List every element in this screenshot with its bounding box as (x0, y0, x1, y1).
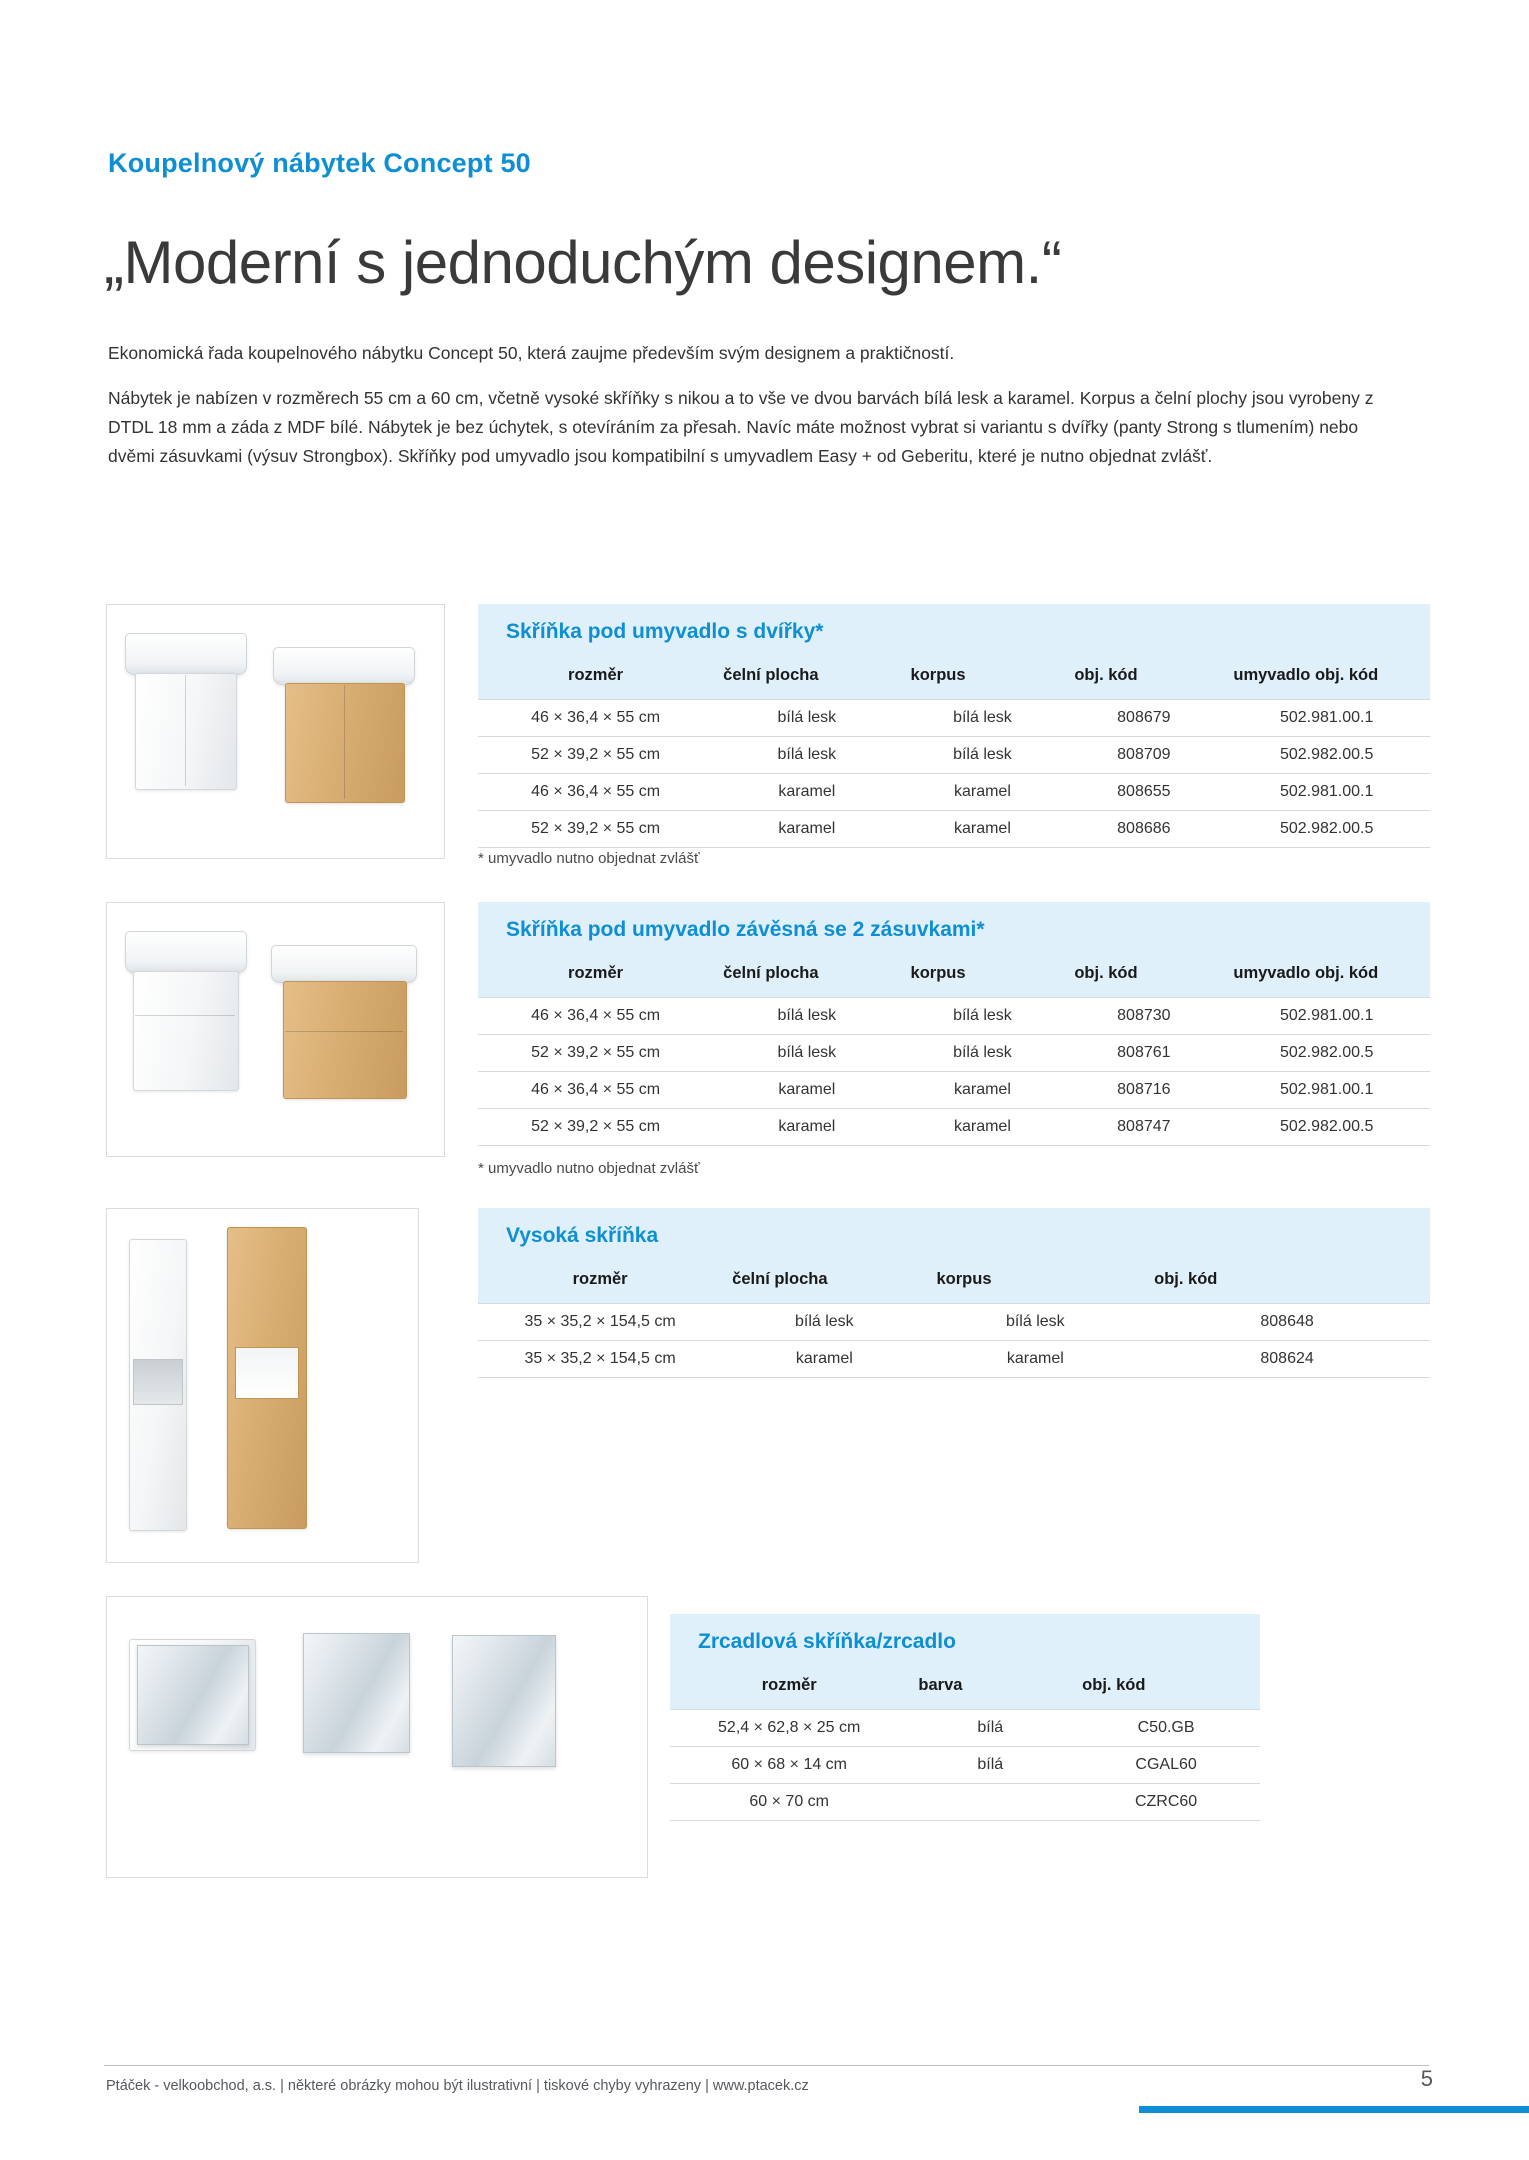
cell-rozmer: 35 × 35,2 × 154,5 cm (478, 1304, 722, 1341)
table-title: Zrcadlová skříňka/zrcadlo (670, 1614, 1260, 1668)
cell-kod: CZRC60 (1072, 1784, 1260, 1821)
table-row (478, 1304, 1430, 1341)
product-photo-tall (106, 1208, 419, 1563)
col-celni-plocha: čelní plocha (713, 956, 900, 998)
cell-celni: bílá lesk (713, 700, 900, 737)
cell-umyvadlo-kod: 502.982.00.5 (1223, 811, 1430, 848)
cell-rozmer: 52 × 39,2 × 55 cm (478, 1035, 713, 1072)
cell-rozmer: 46 × 36,4 × 55 cm (478, 998, 713, 1035)
table-row (478, 737, 1430, 774)
cell-rozmer: 52 × 39,2 × 55 cm (478, 737, 713, 774)
cell-korpus: karamel (901, 811, 1065, 848)
drawer-seam (135, 1015, 235, 1016)
product-photo-drawers (106, 902, 445, 1157)
cell-korpus: bílá lesk (901, 700, 1065, 737)
cell-korpus: bílá lesk (901, 998, 1065, 1035)
cell-rozmer: 52 × 39,2 × 55 cm (478, 811, 713, 848)
footer-accent-bar (1139, 2106, 1529, 2113)
cell-celni: bílá lesk (722, 1304, 926, 1341)
basin-white-icon (125, 633, 247, 675)
table-title: Skříňka pod umyvadlo závěsná se 2 zásuvkami* (478, 902, 1430, 956)
page-kicker: Koupelnový nábytek Concept 50 (108, 148, 531, 178)
table-zrcadlova-skrinka (670, 1614, 1260, 1821)
page-title: „Moderní s jednoduchým designem.“ (104, 229, 1062, 296)
table-row (478, 1109, 1430, 1146)
cell-celni: karamel (722, 1341, 926, 1378)
cell-kod: 808747 (1064, 1109, 1223, 1146)
col-umyvadlo-obj-kod: umyvadlo obj. kód (1223, 956, 1430, 998)
cell-kod: 808655 (1064, 774, 1223, 811)
col-obj-kod: obj. kód (1064, 956, 1223, 998)
cell-kod: 808716 (1064, 1072, 1223, 1109)
mirror-plain-icon (452, 1635, 556, 1767)
cell-celni: bílá lesk (713, 1035, 900, 1072)
table-row (478, 998, 1430, 1035)
cell-barva (908, 1784, 1072, 1821)
cell-umyvadlo-kod: 502.982.00.5 (1223, 737, 1430, 774)
product-photo-doors (106, 604, 445, 859)
cell-umyvadlo-kod: 502.982.00.5 (1223, 1035, 1430, 1072)
col-obj-kod: obj. kód (1144, 1262, 1430, 1304)
cabinet-white-drawers-icon (133, 971, 239, 1091)
col-korpus: korpus (901, 658, 1065, 700)
cabinet-door-seam (185, 675, 186, 786)
cell-kod: C50.GB (1072, 1710, 1260, 1747)
cabinet-wood-icon (285, 683, 405, 803)
footer-divider (104, 2065, 1429, 2066)
cell-korpus: karamel (901, 1109, 1065, 1146)
cell-kod: 808648 (1144, 1304, 1430, 1341)
cell-rozmer: 60 × 70 cm (670, 1784, 908, 1821)
table-note-drawers: * umyvadlo nutno objednat zvlášť (478, 1160, 700, 1177)
cell-rozmer: 35 × 35,2 × 154,5 cm (478, 1341, 722, 1378)
intro-text (108, 340, 1398, 489)
col-rozmer: rozměr (478, 658, 713, 700)
cell-rozmer: 60 × 68 × 14 cm (670, 1747, 908, 1784)
intro-lead: Ekonomická řada koupelnového nábytku Concept 50, která zaujme především svým designem a praktičností. (108, 343, 955, 363)
table-row (478, 774, 1430, 811)
table-row (478, 1072, 1430, 1109)
cell-rozmer: 52 × 39,2 × 55 cm (478, 1109, 713, 1146)
basin-white-icon (125, 931, 247, 973)
cell-umyvadlo-kod: 502.982.00.5 (1223, 1109, 1430, 1146)
cell-celni: karamel (713, 811, 900, 848)
col-celni-plocha: čelní plocha (713, 658, 900, 700)
cell-kod: 808709 (1064, 737, 1223, 774)
product-photo-mirrors (106, 1596, 648, 1878)
mirror-with-light-icon (303, 1633, 410, 1753)
cell-celni: bílá lesk (713, 998, 900, 1035)
cell-celni: karamel (713, 1109, 900, 1146)
cell-korpus: bílá lesk (901, 1035, 1065, 1072)
cell-kod: 808686 (1064, 811, 1223, 848)
cell-barva: bílá (908, 1747, 1072, 1784)
drawer-seam (285, 1031, 403, 1032)
table-title: Vysoká skříňka (478, 1208, 1430, 1262)
col-obj-kod: obj. kód (1064, 658, 1223, 700)
cell-umyvadlo-kod: 502.981.00.1 (1223, 774, 1430, 811)
cell-umyvadlo-kod: 502.981.00.1 (1223, 1072, 1430, 1109)
cell-kod: 808624 (1144, 1341, 1430, 1378)
col-rozmer: rozměr (478, 956, 713, 998)
cell-rozmer: 46 × 36,4 × 55 cm (478, 700, 713, 737)
cabinet-white-icon (135, 673, 237, 790)
col-rozmer: rozměr (478, 1262, 722, 1304)
cell-rozmer: 46 × 36,4 × 55 cm (478, 1072, 713, 1109)
col-celni-plocha: čelní plocha (722, 1262, 926, 1304)
mirror-cabinet-glass-icon (137, 1645, 249, 1745)
cell-celni: karamel (713, 774, 900, 811)
basin-wood-top-icon (273, 647, 415, 685)
col-rozmer: rozměr (670, 1668, 908, 1710)
cabinet-wood-drawers-icon (283, 981, 407, 1099)
cell-celni: bílá lesk (713, 737, 900, 774)
table-row (670, 1710, 1260, 1747)
cabinet-wood-door-seam (344, 685, 345, 799)
table-row (478, 700, 1430, 737)
cell-umyvadlo-kod: 502.981.00.1 (1223, 998, 1430, 1035)
table-title: Skříňka pod umyvadlo s dvířky* (478, 604, 1430, 658)
table-note-doors: * umyvadlo nutno objednat zvlášť (478, 850, 700, 867)
col-obj-kod: obj. kód (1072, 1668, 1260, 1710)
col-umyvadlo-obj-kod: umyvadlo obj. kód (1223, 658, 1430, 700)
table-skrinka-zasuvky (478, 902, 1430, 1146)
table-row (478, 1035, 1430, 1072)
col-korpus: korpus (926, 1262, 1144, 1304)
cell-rozmer: 52,4 × 62,8 × 25 cm (670, 1710, 908, 1747)
page-number: 5 (1420, 2066, 1433, 2091)
table-skrinka-dvirky (478, 604, 1430, 848)
cell-korpus: karamel (926, 1341, 1144, 1378)
tall-cabinet-niche-icon (133, 1359, 183, 1405)
basin-wood-top-icon (271, 945, 417, 983)
tall-cabinet-wood-niche-icon (235, 1347, 299, 1399)
cell-kod: 808730 (1064, 998, 1223, 1035)
cell-kod: 808761 (1064, 1035, 1223, 1072)
col-barva: barva (908, 1668, 1072, 1710)
cell-umyvadlo-kod: 502.981.00.1 (1223, 700, 1430, 737)
cell-rozmer: 46 × 36,4 × 55 cm (478, 774, 713, 811)
intro-body: Nábytek je nabízen v rozměrech 55 cm a 60 cm, včetně vysoké skříňky s nikou a to vše ve dvou barvách bílá lesk a karamel. Korpus a čelní plochy jsou vyrobeny z DTDL 18 mm a záda z MDF bílé. Nábytek je bez úchytek, s otevíráním za přesah. Navíc máte možnost vybrat si variantu s dvířky (panty Strong s tlumením) nebo dvěmi zásuvkami (výsuv Strongbox). Skříňky pod umyvadlo jsou kompatibilní s umyvadlem Easy + od Geberitu, které je nutno objednat zvlášť. (108, 388, 1374, 466)
cell-kod: 808679 (1064, 700, 1223, 737)
cell-barva: bílá (908, 1710, 1072, 1747)
table-row (670, 1784, 1260, 1821)
cell-celni: karamel (713, 1072, 900, 1109)
table-row (478, 811, 1430, 848)
cell-korpus: karamel (901, 1072, 1065, 1109)
cell-korpus: bílá lesk (926, 1304, 1144, 1341)
table-row (478, 1341, 1430, 1378)
cell-korpus: karamel (901, 774, 1065, 811)
cell-korpus: bílá lesk (901, 737, 1065, 774)
footer-text: Ptáček - velkoobchod, a.s. | některé obrázky mohou být ilustrativní | tiskové chyby vyhrazeny | www.ptacek.cz (106, 2078, 809, 2094)
table-row (670, 1747, 1260, 1784)
cell-kod: CGAL60 (1072, 1747, 1260, 1784)
table-vysoka-skrinka (478, 1208, 1430, 1378)
col-korpus: korpus (901, 956, 1065, 998)
